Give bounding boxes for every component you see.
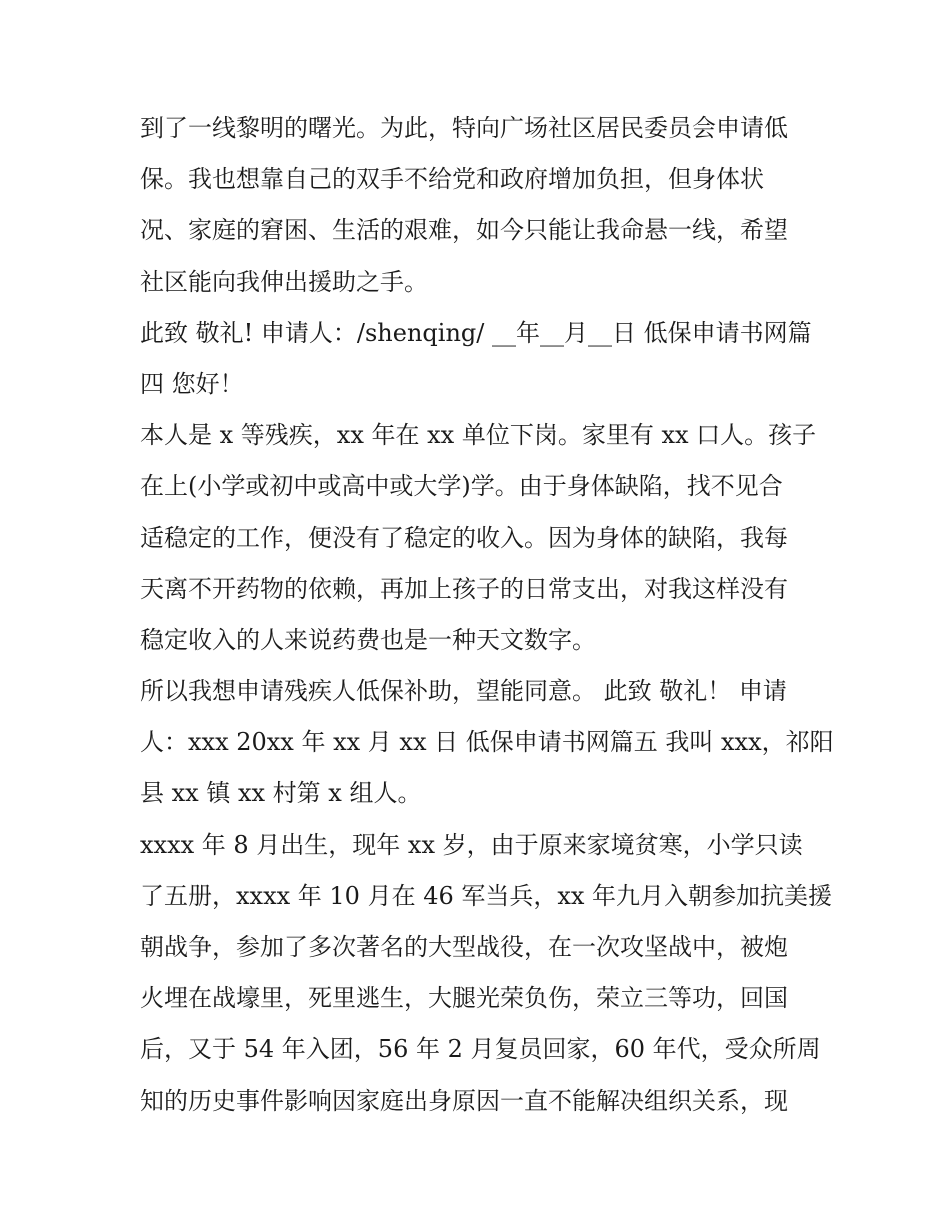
text-line: 此致 敬礼! 申请人：/shenqing/ __年__月__日 低保申请书网篇 [140,318,812,347]
document-body [140,103,834,1127]
text-line: 适稳定的工作，便没有了稳定的收入。因为身体的缺陷，我每 [140,523,788,552]
text-line: 知的历史事件影响因家庭出身原因一直不能解决组织关系，现 [140,1086,788,1115]
text-line: 本人是 x 等残疾，xx 年在 xx 单位下岗。家里有 xx 口人。孩子 [140,421,817,450]
text-line: 四 您好！ [140,369,244,398]
text-line: 后，又于 54 年入团，56 年 2 月复员回家，60 年代，受众所周 [140,1035,821,1064]
text-line: 所以我想申请残疾人低保补助，望能同意。 此致 敬礼！ 申请 [140,677,787,706]
text-line: 天离不开药物的依赖，再加上孩子的日常支出，对我这样没有 [140,574,788,603]
text-line: 县 xx 镇 xx 村第 x 组人。 [140,779,422,808]
text-line: 人：xxx 20xx 年 xx 月 xx 日 低保申请书网篇五 我叫 xxx，祁阳 [140,728,834,757]
text-line: 社区能向我伸出援助之手。 [140,267,428,296]
text-line: 了五册，xxxx 年 10 月在 46 军当兵，xx 年九月入朝参加抗美援 [140,881,833,910]
text-line: xxxx 年 8 月出生，现年 xx 岁，由于原来家境贫寒，小学只读 [140,830,803,859]
text-line: 到了一线黎明的曙光。为此，特向广场社区居民委员会申请低 [140,114,788,142]
text-line: 火埋在战壕里，死里逃生，大腿光荣负伤，荣立三等功，回国 [140,984,788,1013]
text-line: 在上(小学或初中或高中或大学)学。由于身体缺陷，找不见合 [140,472,783,501]
text-line: 朝战争，参加了多次著名的大型战役，在一次攻坚战中，被炮 [140,933,788,961]
text-line: 稳定收入的人来说药费也是一种天文数字。 [140,625,596,654]
text-line: 保。我也想靠自己的双手不给党和政府增加负担，但身体状 [140,165,764,194]
text-line: 况、家庭的窘困、生活的艰难，如今只能让我命悬一线，希望 [140,216,788,245]
